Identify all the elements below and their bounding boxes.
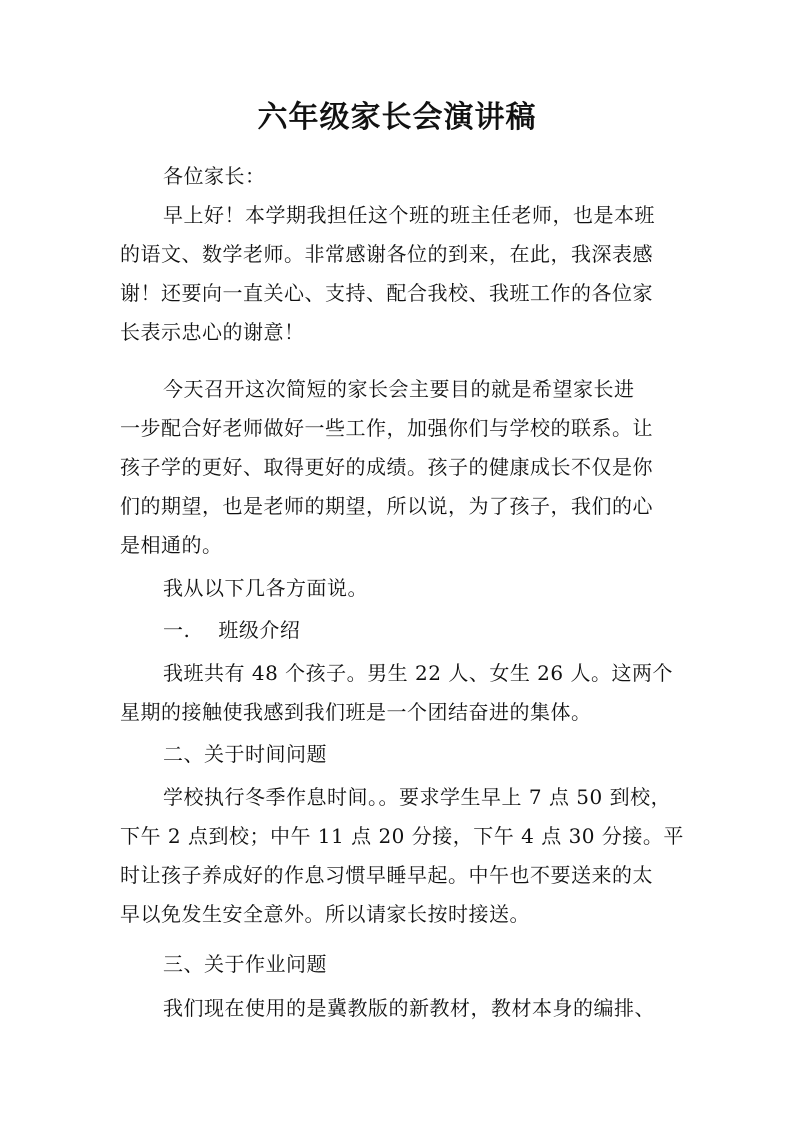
paragraph-line: 孩子学的更好、取得更好的成绩。孩子的健康成长不仅是你 bbox=[120, 455, 653, 479]
paragraph-line: 我们现在使用的是冀教版的新教材，教材本身的编排、 bbox=[163, 996, 655, 1020]
paragraph-line: 早上好！本学期我担任这个班的班主任老师，也是本班 bbox=[163, 203, 655, 227]
paragraph-line: 星期的接触使我感到我们班是一个团结奋进的集体。 bbox=[120, 700, 592, 724]
paragraph-line: 的语文、数学老师。非常感谢各位的到来，在此，我深表感 bbox=[120, 242, 653, 266]
paragraph-line: 时让孩子养成好的作息习惯早睡早起。中午也不要送来的太 bbox=[120, 863, 653, 887]
paragraph-line: 长表示忠心的谢意！ bbox=[120, 320, 305, 344]
section-heading-2: 二、关于时间问题 bbox=[163, 742, 327, 766]
paragraph-line: 学校执行冬季作息时间。。要求学生早上 7 点 50 到校， bbox=[163, 785, 672, 809]
salutation: 各位家长： bbox=[163, 164, 266, 188]
section-number: 一. bbox=[163, 618, 191, 642]
paragraph-line: 我班共有 48 个孩子。男生 22 人、女生 26 人。这两个 bbox=[163, 661, 673, 685]
paragraph-line: 我从以下几各方面说。 bbox=[163, 576, 368, 600]
paragraph-line: 早以免发生安全意外。所以请家长按时接送。 bbox=[120, 902, 530, 926]
paragraph-line: 今天召开这次简短的家长会主要目的就是希望家长进 bbox=[163, 377, 635, 401]
paragraph-line: 下午 2 点到校；中午 11 点 20 分接，下午 4 点 30 分接。平 bbox=[120, 824, 684, 848]
paragraph-line: 一步配合好老师做好一些工作，加强你们与学校的联系。让 bbox=[120, 416, 653, 440]
section-title: 班级介绍 bbox=[218, 618, 301, 642]
paragraph-line: 谢！还要向一直关心、支持、配合我校、我班工作的各位家 bbox=[120, 281, 653, 305]
section-heading-1 bbox=[163, 616, 300, 644]
document-title: 六年级家长会演讲稿 bbox=[257, 100, 537, 135]
section-heading-3: 三、关于作业问题 bbox=[163, 952, 327, 976]
paragraph-line: 是相通的。 bbox=[120, 533, 223, 557]
paragraph-line: 们的期望，也是老师的期望，所以说，为了孩子，我们的心 bbox=[120, 494, 653, 518]
